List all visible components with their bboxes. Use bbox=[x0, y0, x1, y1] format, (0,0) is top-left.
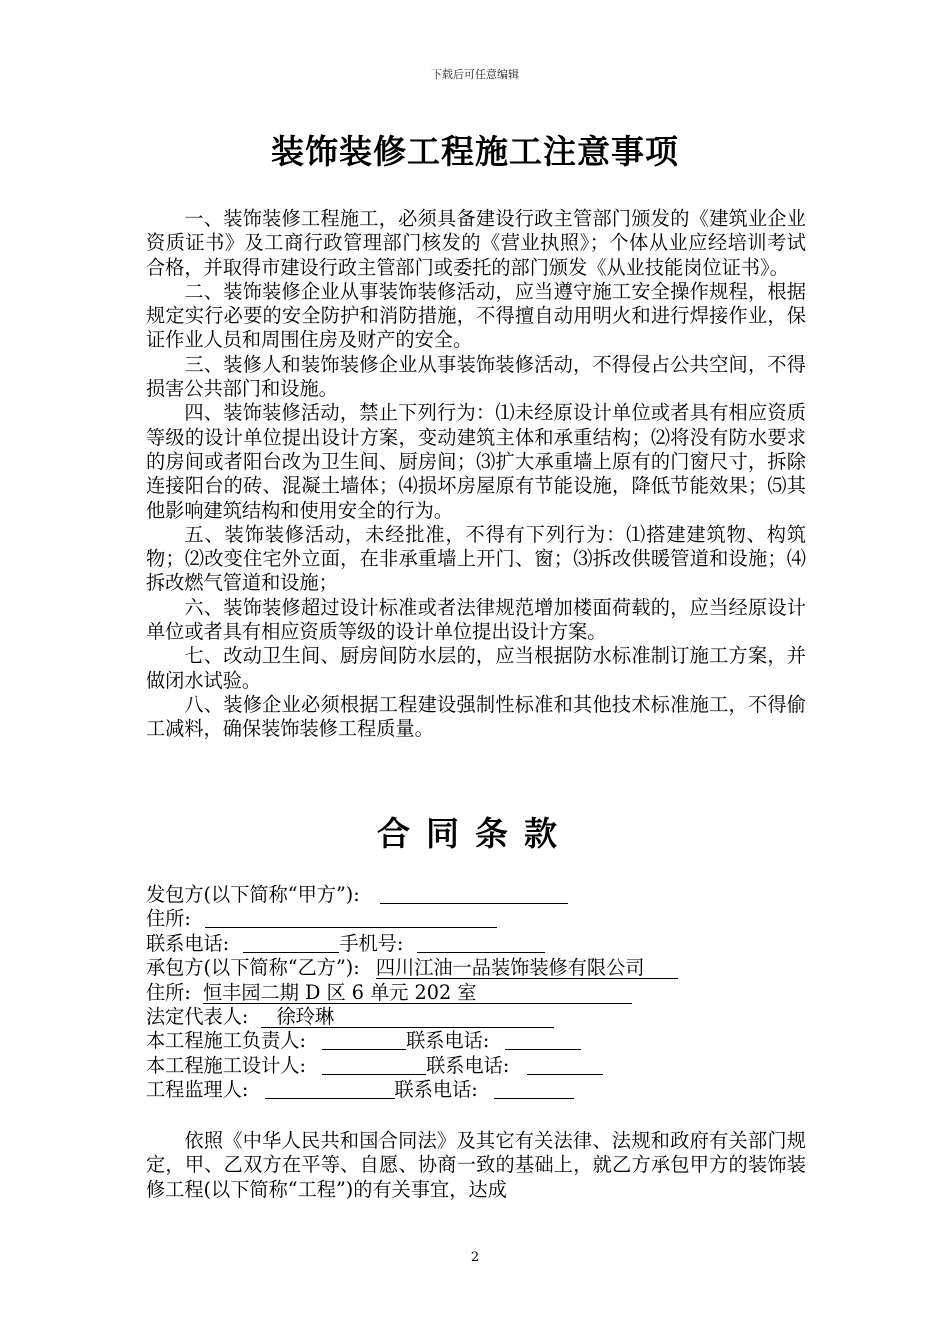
contract-title bbox=[0, 812, 950, 856]
designer-phone-blank[interactable] bbox=[527, 1055, 603, 1075]
party-b-value[interactable]: 四川江油一品装饰装修有限公司 bbox=[376, 958, 679, 979]
rule-paragraph-3: 三、装修人和装饰装修企业从事装饰装修活动，不得侵占公共空间，不得损害公共部门和设施。 bbox=[146, 352, 806, 401]
supervisor-blank[interactable] bbox=[265, 1079, 395, 1099]
party-b-address-value[interactable]: 恒丰园二期 D 区 6 单元 202 室 bbox=[203, 983, 633, 1004]
party-a-row bbox=[146, 883, 826, 907]
designer-row bbox=[146, 1054, 826, 1078]
construction-lead-row bbox=[146, 1029, 826, 1053]
construction-lead-phone-label: 联系电话: bbox=[406, 1029, 490, 1053]
party-b-label: 承包方(以下简称“乙方”): bbox=[146, 956, 360, 980]
party-b-address-label: 住所: bbox=[146, 980, 191, 1004]
contract-intro-paragraph: 依照《中华人民共和国合同法》及其它有关法律、法规和政府有关部门规定，甲、乙双方在平等、自愿、协商一致的基础上，就乙方承包甲方的装饰装修工程(以下简称“工程”)的有关事宜，达成 bbox=[146, 1129, 806, 1201]
party-a-phone-row bbox=[146, 932, 826, 956]
rules-section bbox=[146, 207, 806, 742]
party-a-blank[interactable] bbox=[380, 884, 568, 904]
contract-intro bbox=[146, 1129, 806, 1202]
construction-lead-phone-blank[interactable] bbox=[505, 1030, 581, 1050]
party-b-row bbox=[146, 956, 826, 980]
rule-paragraph-1: 一、装饰装修工程施工，必须具备建设行政主管部门颁发的《建筑业企业资质证书》及工商行政管理部门核发的《营业执照》；个体从业应经培训考试合格，并取得市建设行政主管部门或委托的部门颁发《从业技能岗位证书》。 bbox=[146, 207, 806, 279]
party-a-phone-label: 联系电话: bbox=[146, 931, 230, 955]
party-a-mobile-label: 手机号: bbox=[339, 931, 404, 955]
party-a-address-label: 住所: bbox=[146, 907, 191, 931]
designer-phone-label: 联系电话: bbox=[426, 1053, 510, 1077]
supervisor-label: 工程监理人: bbox=[146, 1078, 249, 1102]
supervisor-phone-blank[interactable] bbox=[494, 1079, 574, 1099]
rule-paragraph-4: 四、装饰装修活动，禁止下列行为：⑴未经原设计单位或者具有相应资质等级的设计单位提出设计方案，变动建筑主体和承重结构；⑵将没有防水要求的房间或者阳台改为卫生间、厨房间；⑶扩大承重墙上原有的门窗尺寸，拆除连接阳台的砖、混凝土墙体；⑷损坏房屋原有节能设施，降低节能效果；⑸其他影响建筑结构和使用安全的行为。 bbox=[146, 401, 806, 522]
supervisor-row bbox=[146, 1078, 826, 1102]
legal-rep-row bbox=[146, 1005, 826, 1029]
construction-lead-blank[interactable] bbox=[322, 1030, 406, 1050]
party-a-label: 发包方(以下简称“甲方”): bbox=[146, 883, 360, 906]
rule-paragraph-5: 五、装饰装修活动，未经批准，不得有下列行为：⑴搭建建筑物、构筑物；⑵改变住宅外立面，在非承重墙上开门、窗；⑶拆改供暖管道和设施；⑷拆改燃气管道和设施； bbox=[146, 522, 806, 595]
party-a-mobile-blank[interactable] bbox=[417, 933, 545, 953]
legal-rep-value[interactable]: 徐玲琳 bbox=[261, 1007, 555, 1028]
header-note: 下载后可任意编辑 bbox=[431, 68, 519, 81]
party-a-address-blank[interactable] bbox=[205, 908, 497, 928]
rule-paragraph-2: 二、装饰装修企业从事装饰装修活动，应当遵守施工安全操作规程，根据规定实行必要的安全防护和消防措施，不得擅自动用明火和进行焊接作业，保证作业人员和周围住房及财产的安全。 bbox=[146, 279, 806, 352]
contract-title-text: 合同条款 bbox=[377, 814, 573, 853]
contract-fields bbox=[146, 883, 826, 1103]
party-a-address-row bbox=[146, 907, 826, 931]
designer-blank[interactable] bbox=[322, 1055, 426, 1075]
document-title: 装饰装修工程施工注意事项 bbox=[271, 132, 679, 171]
page-number: 2 bbox=[470, 1250, 480, 1265]
rule-paragraph-6: 六、装饰装修超过设计标准或者法律规范增加楼面荷载的，应当经原设计单位或者具有相应资质等级的设计单位提出设计方案。 bbox=[146, 595, 806, 644]
party-b-address-row bbox=[146, 981, 826, 1005]
party-a-phone-blank[interactable] bbox=[243, 933, 339, 953]
rule-paragraph-8: 八、装修企业必须根据工程建设强制性标准和其他技术标准施工，不得偷工减料，确保装饰装修工程质量。 bbox=[146, 692, 806, 741]
construction-lead-label: 本工程施工负责人: bbox=[146, 1029, 306, 1053]
supervisor-phone-label: 联系电话: bbox=[394, 1078, 478, 1102]
legal-rep-label: 法定代表人: bbox=[146, 1004, 249, 1028]
designer-label: 本工程施工设计人: bbox=[146, 1053, 306, 1077]
rule-paragraph-7: 七、改动卫生间、厨房间防水层的，应当根据防水标准制订施工方案，并做闭水试验。 bbox=[146, 644, 806, 692]
